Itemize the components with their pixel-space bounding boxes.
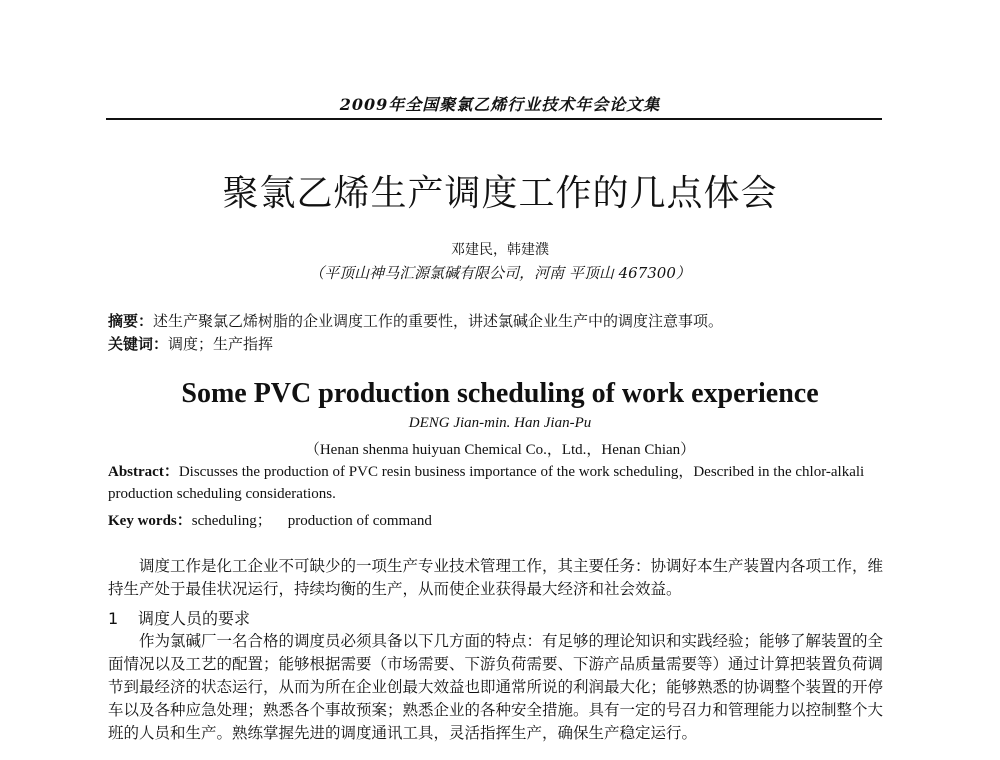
keyword-2: production of command	[287, 513, 432, 529]
abstract-english-text: Discusses the production of PVC resin business importance of the work scheduling，Described in the chlor-alkali production scheduling considerations.	[108, 464, 865, 502]
keywords-chinese	[108, 333, 273, 354]
authors-chinese: 邓建民，韩建濮	[451, 242, 549, 258]
abstract-english-label: Abstract：	[108, 464, 179, 480]
keywords-english	[108, 509, 432, 530]
running-header: 2009年全国聚氯乙烯行业技术年会论文集	[339, 95, 661, 114]
keyword-1: scheduling；	[191, 513, 272, 529]
abstract-english	[108, 461, 883, 505]
keywords-chinese-text: 调度；生产指挥	[168, 335, 274, 353]
keywords-chinese-label: 关键词：	[108, 335, 169, 353]
authors-english: DENG Jian-min. Han Jian-Pu	[408, 415, 592, 431]
section-1-title: 调度人员的要求	[138, 609, 251, 628]
title-english: Some PVC production scheduling of work experience	[181, 378, 819, 409]
abstract-chinese-label: 摘要：	[108, 312, 154, 330]
section-1-heading	[108, 606, 250, 629]
affiliation-english: （Henan shenma huiyuan Chemical Co.，Ltd.，Henan Chian）	[304, 442, 696, 458]
intro-paragraph: 调度工作是化工企业不可缺少的一项生产专业技术管理工作，其主要任务：协调好本生产装置内各项工作，维持生产处于最佳状况运行，持续均衡的生产，从而使企业获得最大经济和社会效益。	[108, 557, 884, 598]
header-rule	[106, 118, 882, 120]
section-1-number: 1	[108, 609, 119, 628]
abstract-chinese	[108, 310, 723, 331]
title-chinese: 聚氯乙烯生产调度工作的几点体会	[222, 173, 778, 214]
keywords-english-label: Key words：	[108, 513, 192, 529]
affiliation-chinese: （平顶山神马汇源氯碱有限公司，河南 平顶山 467300）	[309, 264, 691, 282]
abstract-chinese-text: 述生产聚氯乙烯树脂的企业调度工作的重要性，讲述氯碱企业生产中的调度注意事项。	[153, 312, 724, 330]
section-1-paragraph: 作为氯碱厂一名合格的调度员必须具备以下几方面的特点：有足够的理论知识和实践经验；能够了解装置的全面情况以及工艺的配置；能够根据需要（市场需要、下游负荷需要、下游产品质量需要等）通过计算把装置负荷调节到最经济的状态运行，从而为所在企业创最大效益也即通常所说的利润最大化；能够熟悉的协调整个装置的开停车以及各种应急处理；熟悉各个事故预案；熟悉企业的各种安全措施。具有一定的号召力和管理能力以控制整个大班的人员和生产。熟练掌握先进的调度通讯工具，灵活指挥生产，确保生产稳定运行。	[108, 632, 883, 742]
